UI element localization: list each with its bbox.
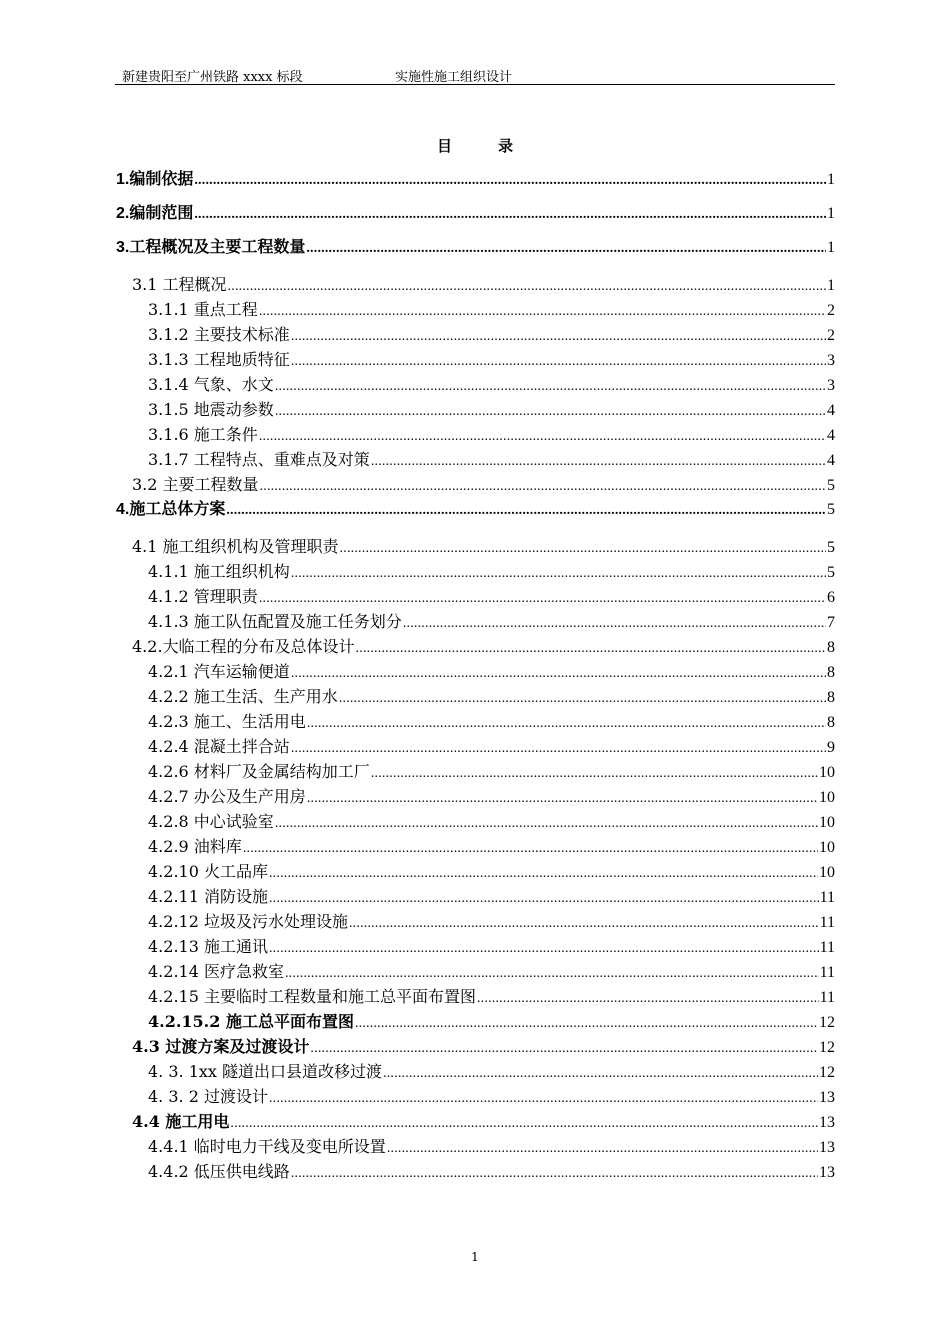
toc-entry[interactable] bbox=[116, 472, 835, 497]
toc-entry-title: 4.施工总体方案 bbox=[116, 501, 226, 518]
toc-entry-page: 13 bbox=[819, 1139, 835, 1156]
toc-entry[interactable] bbox=[116, 1134, 835, 1159]
toc-entry-page: 4 bbox=[827, 402, 835, 419]
toc-entry-title: 4.2.6 材料厂及金属结构加工厂 bbox=[148, 762, 370, 781]
toc-entry-title: 3.1.4 气象、水文 bbox=[148, 375, 274, 394]
toc-entry-page: 11 bbox=[819, 889, 835, 906]
toc-dot-leader bbox=[269, 1086, 818, 1111]
toc-entry[interactable] bbox=[116, 322, 835, 347]
toc-entry[interactable] bbox=[116, 934, 835, 959]
toc-entry[interactable] bbox=[116, 684, 835, 709]
toc-entry[interactable] bbox=[116, 909, 835, 934]
toc-entry-title: 4.1.1 施工组织机构 bbox=[148, 562, 290, 581]
toc-dot-leader bbox=[194, 168, 826, 194]
toc-entry-title: 4.3 过渡方案及过渡设计 bbox=[132, 1037, 310, 1056]
toc-entry[interactable] bbox=[116, 1059, 835, 1084]
toc-entry-page: 8 bbox=[827, 639, 835, 656]
toc-entry-title: 3.1.6 施工条件 bbox=[148, 425, 258, 444]
toc-entry-title: 4.4 施工用电 bbox=[132, 1112, 230, 1131]
toc-dot-leader bbox=[356, 636, 826, 661]
toc-entry[interactable] bbox=[116, 201, 835, 235]
toc-entry[interactable] bbox=[116, 235, 835, 269]
toc-entry[interactable] bbox=[116, 809, 835, 834]
toc-entry[interactable] bbox=[116, 584, 835, 609]
toc-entry[interactable] bbox=[116, 859, 835, 884]
toc-entry-page: 5 bbox=[827, 501, 835, 518]
toc-entry-title: 3.1.2 主要技术标准 bbox=[148, 325, 290, 344]
toc-entry-title: 4.2.13 施工通讯 bbox=[148, 937, 268, 956]
toc-entry[interactable] bbox=[116, 559, 835, 584]
toc-entry-title: 4.2.15 主要临时工程数量和施工总平面布置图 bbox=[148, 987, 476, 1006]
toc-entry[interactable] bbox=[116, 884, 835, 909]
toc-entry[interactable] bbox=[116, 447, 835, 472]
header-project-name: 新建贵阳至广州铁路 xxxx 标段 bbox=[122, 70, 303, 85]
toc-entry-page: 3 bbox=[827, 352, 835, 369]
toc-entry-title: 3.1.5 地震动参数 bbox=[148, 400, 274, 419]
toc-entry-title: 4.2.大临工程的分布及总体设计 bbox=[132, 637, 355, 656]
toc-entry[interactable] bbox=[116, 372, 835, 397]
toc-entry-page: 11 bbox=[819, 989, 835, 1006]
toc-dot-leader bbox=[226, 498, 826, 524]
toc-entry[interactable] bbox=[116, 167, 835, 201]
toc-dot-leader bbox=[307, 711, 826, 736]
toc-dot-leader bbox=[259, 424, 826, 449]
toc-dot-leader bbox=[477, 986, 819, 1011]
toc-dot-leader bbox=[291, 736, 826, 761]
toc-entry-page: 12 bbox=[819, 1039, 835, 1056]
toc-entry-title: 3.1 工程概况 bbox=[132, 275, 227, 294]
toc-dot-leader bbox=[310, 1036, 818, 1061]
toc-entry[interactable] bbox=[116, 734, 835, 759]
toc-entry-title: 4.2.11 消防设施 bbox=[148, 887, 268, 906]
toc-entry-page: 11 bbox=[819, 964, 835, 981]
toc-entry-page: 2 bbox=[827, 302, 835, 319]
toc-entry[interactable] bbox=[116, 984, 835, 1009]
toc-dot-leader bbox=[260, 474, 826, 499]
toc-entry[interactable] bbox=[116, 959, 835, 984]
toc-entry[interactable] bbox=[116, 759, 835, 784]
toc-entry[interactable] bbox=[116, 834, 835, 859]
toc-dot-leader bbox=[349, 911, 819, 936]
toc-dot-leader bbox=[243, 836, 818, 861]
toc-entry[interactable] bbox=[116, 659, 835, 684]
toc-entry[interactable] bbox=[116, 784, 835, 809]
toc-dot-leader bbox=[259, 299, 826, 324]
toc-entry[interactable] bbox=[116, 709, 835, 734]
toc-entry-page: 8 bbox=[827, 664, 835, 681]
toc-entry-title: 3.1.7 工程特点、重难点及对策 bbox=[148, 450, 370, 469]
toc-entry-title: 2.编制范围 bbox=[116, 205, 194, 222]
toc-entry[interactable] bbox=[116, 272, 835, 297]
toc-entry-title: 4.2.14 医疗急救室 bbox=[148, 962, 284, 981]
toc-entry[interactable] bbox=[116, 1034, 835, 1059]
toc-entry[interactable] bbox=[116, 397, 835, 422]
toc-dot-leader bbox=[291, 561, 826, 586]
toc-entry-page: 8 bbox=[827, 714, 835, 731]
toc-entry-title: 4.2.3 施工、生活用电 bbox=[148, 712, 306, 731]
toc-entry-page: 13 bbox=[819, 1114, 835, 1131]
toc-entry-page: 1 bbox=[827, 205, 835, 222]
toc-entry[interactable] bbox=[116, 634, 835, 659]
toc-entry[interactable] bbox=[116, 297, 835, 322]
toc-entry-page: 10 bbox=[819, 864, 835, 881]
toc-entry[interactable] bbox=[116, 347, 835, 372]
toc-entry-title: 4.2.7 办公及生产用房 bbox=[148, 787, 306, 806]
toc-entry-page: 8 bbox=[827, 689, 835, 706]
toc-entry-page: 13 bbox=[819, 1164, 835, 1181]
toc-dot-leader bbox=[275, 811, 818, 836]
toc-entry-page: 3 bbox=[827, 377, 835, 394]
toc-entry-page: 1 bbox=[827, 171, 835, 188]
toc-entry-title: 4. 3. 1xx 隧道出口县道改移过渡 bbox=[148, 1062, 383, 1081]
toc-entry-title: 4.2.10 火工品库 bbox=[148, 862, 268, 881]
table-of-contents bbox=[116, 167, 835, 1184]
toc-dot-leader bbox=[194, 202, 826, 228]
toc-entry-page: 2 bbox=[827, 327, 835, 344]
toc-entry-title: 4.2.1 汽车运输便道 bbox=[148, 662, 290, 681]
toc-entry-page: 12 bbox=[819, 1064, 835, 1081]
toc-dot-leader bbox=[339, 686, 826, 711]
toc-entry-page: 12 bbox=[819, 1014, 835, 1031]
toc-dot-leader bbox=[269, 936, 819, 961]
toc-entry-page: 10 bbox=[819, 764, 835, 781]
toc-entry[interactable] bbox=[116, 1109, 835, 1134]
toc-entry-title: 4.4.1 临时电力干线及变电所设置 bbox=[148, 1137, 386, 1156]
toc-entry-page: 1 bbox=[827, 277, 835, 294]
toc-entry[interactable] bbox=[116, 609, 835, 634]
toc-dot-leader bbox=[387, 1136, 818, 1161]
toc-entry[interactable] bbox=[116, 1084, 835, 1109]
toc-entry-title: 4.1.3 施工队伍配置及施工任务划分 bbox=[148, 612, 402, 631]
toc-dot-leader bbox=[275, 399, 826, 424]
toc-dot-leader bbox=[340, 536, 826, 561]
toc-entry-page: 10 bbox=[819, 839, 835, 856]
toc-entry-page: 1 bbox=[827, 239, 835, 256]
toc-entry-title: 4.2.15.2 施工总平面布置图 bbox=[148, 1012, 354, 1031]
toc-entry-title: 4.2.9 油料库 bbox=[148, 837, 242, 856]
toc-dot-leader bbox=[259, 586, 826, 611]
toc-entry-title: 4.2.8 中心试验室 bbox=[148, 812, 274, 831]
toc-entry-page: 10 bbox=[819, 789, 835, 806]
toc-entry-title: 3.工程概况及主要工程数量 bbox=[116, 239, 306, 256]
toc-dot-leader bbox=[371, 761, 818, 786]
toc-dot-leader bbox=[291, 661, 826, 686]
toc-dot-leader bbox=[307, 786, 818, 811]
toc-entry-page: 5 bbox=[827, 564, 835, 581]
toc-entry-page: 5 bbox=[827, 539, 835, 556]
toc-dot-leader bbox=[403, 611, 826, 636]
toc-dot-leader bbox=[383, 1061, 818, 1086]
toc-entry-page: 9 bbox=[827, 739, 835, 756]
toc-entry-title: 4.2.4 混凝土拌合站 bbox=[148, 737, 290, 756]
toc-entry[interactable] bbox=[116, 422, 835, 447]
toc-entry-title: 3.1.1 重点工程 bbox=[148, 300, 258, 319]
toc-dot-leader bbox=[269, 886, 819, 911]
page-number: 1 bbox=[471, 1250, 479, 1264]
toc-entry[interactable] bbox=[116, 534, 835, 559]
toc-entry-title: 4.1 施工组织机构及管理职责 bbox=[132, 537, 339, 556]
toc-entry-title: 4.1.2 管理职责 bbox=[148, 587, 258, 606]
toc-entry-page: 10 bbox=[819, 814, 835, 831]
toc-dot-leader bbox=[275, 374, 826, 399]
toc-entry-page: 11 bbox=[819, 939, 835, 956]
toc-entry-page: 7 bbox=[827, 614, 835, 631]
toc-title: 目录 bbox=[436, 137, 559, 155]
toc-entry[interactable] bbox=[116, 1009, 835, 1034]
toc-dot-leader bbox=[291, 324, 826, 349]
toc-dot-leader bbox=[306, 236, 826, 262]
toc-dot-leader bbox=[291, 349, 826, 374]
toc-entry-page: 4 bbox=[827, 427, 835, 444]
toc-dot-leader bbox=[285, 961, 819, 986]
toc-dot-leader bbox=[291, 1161, 818, 1186]
toc-entry-title: 4.2.12 垃圾及污水处理设施 bbox=[148, 912, 348, 931]
toc-dot-leader bbox=[371, 449, 826, 474]
toc-dot-leader bbox=[355, 1011, 818, 1036]
toc-entry-title: 3.1.3 工程地质特征 bbox=[148, 350, 290, 369]
toc-entry-page: 4 bbox=[827, 452, 835, 469]
toc-dot-leader bbox=[228, 274, 826, 299]
toc-entry-page: 6 bbox=[827, 589, 835, 606]
toc-entry-page: 11 bbox=[819, 914, 835, 931]
header-document-type: 实施性施工组织设计 bbox=[395, 70, 513, 85]
toc-entry-page: 5 bbox=[827, 477, 835, 494]
toc-entry-page: 13 bbox=[819, 1089, 835, 1106]
toc-entry-title: 1.编制依据 bbox=[116, 171, 194, 188]
toc-entry-title: 4.4.2 低压供电线路 bbox=[148, 1162, 290, 1181]
toc-entry[interactable] bbox=[116, 1159, 835, 1184]
toc-dot-leader bbox=[269, 861, 818, 886]
toc-entry[interactable] bbox=[116, 497, 835, 531]
toc-entry-title: 4.2.2 施工生活、生产用水 bbox=[148, 687, 338, 706]
toc-entry-title: 3.2 主要工程数量 bbox=[132, 475, 259, 494]
toc-dot-leader bbox=[230, 1111, 818, 1136]
page-header bbox=[115, 66, 835, 85]
toc-entry-title: 4. 3. 2 过渡设计 bbox=[148, 1087, 268, 1106]
